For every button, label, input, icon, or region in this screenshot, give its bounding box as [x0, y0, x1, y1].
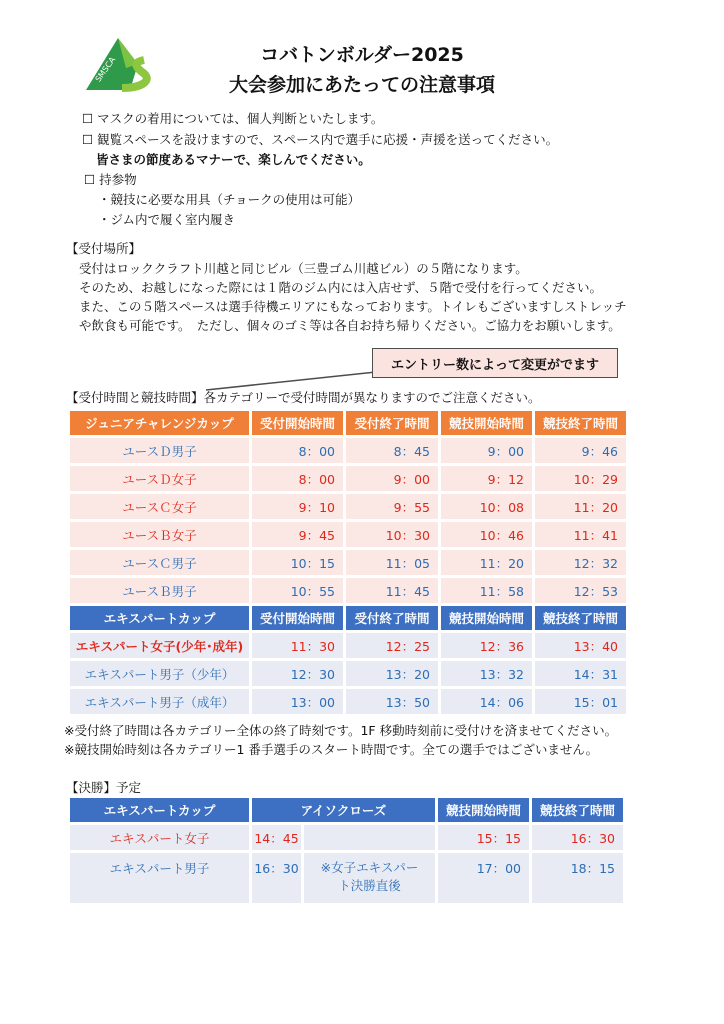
time-cell: 10：55: [252, 578, 343, 603]
time-cell: 13：40: [535, 633, 626, 658]
time-cell: 12：32: [535, 550, 626, 575]
note-item-gear: ・競技に必要な用具（チョークの使用は可能）: [98, 192, 361, 207]
time-cell: 11：30: [252, 633, 343, 658]
finals-iso-time: 16：30: [252, 853, 301, 903]
reception-line: そのため、お越しになった際には１階のジム内には入店せず、５階で受付を行ってください。: [79, 280, 603, 295]
finals-iso-time: 14：45: [252, 825, 301, 850]
table-row: [70, 550, 626, 575]
finals-category: エキスパート女子: [70, 825, 249, 850]
finals-table: [67, 795, 626, 906]
time-cell: 9：00: [346, 466, 438, 491]
table-header-cell: 競技終了時間: [535, 606, 626, 630]
table-row: [70, 825, 623, 850]
time-cell: 9：12: [441, 466, 532, 491]
time-cell: 9：45: [252, 522, 343, 547]
table-row: [70, 466, 626, 491]
table-row: [70, 578, 626, 603]
svg-text:SMSCA: SMSCA: [93, 55, 118, 84]
expert-header-row: [70, 606, 626, 630]
finals-end: 18：15: [532, 853, 623, 903]
time-cell: 10：46: [441, 522, 532, 547]
table-row: [70, 522, 626, 547]
time-cell: 11：45: [346, 578, 438, 603]
time-cell: 8：45: [346, 438, 438, 463]
time-cell: 10：30: [346, 522, 438, 547]
finals-category: エキスパート男子: [70, 853, 249, 903]
reception-heading: 【受付場所】: [66, 241, 142, 256]
time-cell: 12：25: [346, 633, 438, 658]
footnote-reception: ※受付終了時間は各カテゴリー全体の終了時刻です。1F 移動時刻前に受付けを済ませてください。: [64, 723, 618, 738]
schedule-table: [67, 408, 629, 717]
category-name: ユースＢ女子: [70, 522, 249, 547]
note-item-shoes: ・ジム内で履く室内履き: [98, 212, 236, 227]
time-cell: 13：00: [252, 689, 343, 714]
time-cell: 11：41: [535, 522, 626, 547]
table-header-cell: 受付開始時間: [252, 411, 343, 435]
time-cell: 9：46: [535, 438, 626, 463]
category-name: ユースＣ女子: [70, 494, 249, 519]
time-cell: 10：15: [252, 550, 343, 575]
finals-col-end: 競技終了時間: [532, 798, 623, 822]
time-cell: 10：08: [441, 494, 532, 519]
table-row: [70, 689, 626, 714]
reception-line: また、この５階スペースは選手待機エリアにもなっております。トイレもございますしストレッチ: [79, 299, 627, 314]
table-row: [70, 853, 623, 903]
schedule-heading: 【受付時間と競技時間】各カテゴリーで受付時間が異なりますのでご注意ください。: [66, 390, 541, 405]
table-row: [70, 661, 626, 686]
time-cell: 8：00: [252, 466, 343, 491]
table-header-cell: 受付終了時間: [346, 411, 438, 435]
time-cell: 9：00: [441, 438, 532, 463]
time-cell: 12：36: [441, 633, 532, 658]
time-cell: 13：20: [346, 661, 438, 686]
table-header-cell: 受付開始時間: [252, 606, 343, 630]
category-name: ユースＣ男子: [70, 550, 249, 575]
time-cell: 13：32: [441, 661, 532, 686]
table-header-cell: 競技開始時間: [441, 606, 532, 630]
time-cell: 12：30: [252, 661, 343, 686]
finals-col-isolation: アイソクローズ: [252, 798, 435, 822]
time-cell: 11：20: [441, 550, 532, 575]
page-subtitle: 大会参加にあたっての注意事項: [228, 74, 495, 96]
finals-iso-note: [304, 825, 435, 850]
category-name: ユースＤ男子: [70, 438, 249, 463]
time-cell: 9：10: [252, 494, 343, 519]
finals-start: 17：00: [438, 853, 529, 903]
callout-note: エントリー数によって変更がでます: [372, 348, 618, 378]
time-cell: 15：01: [535, 689, 626, 714]
reception-line: 受付はロッククラフト川越と同じビル（三豊ゴム川越ビル）の５階になります。: [79, 261, 528, 276]
time-cell: 13：50: [346, 689, 438, 714]
time-cell: 11：20: [535, 494, 626, 519]
note-mask: ☐ マスクの着用については、個人判断といたします。: [82, 111, 384, 126]
finals-iso-note: ※女子エキスパート決勝直後: [304, 853, 435, 903]
table-row: [70, 494, 626, 519]
category-name: ユースＢ男子: [70, 578, 249, 603]
table-header-category: ジュニアチャレンジカップ: [70, 411, 249, 435]
junior-header-row: [70, 411, 626, 435]
table-header-cell: 競技終了時間: [535, 411, 626, 435]
time-cell: 10：29: [535, 466, 626, 491]
time-cell: 8：00: [252, 438, 343, 463]
time-cell: 11：58: [441, 578, 532, 603]
finals-heading: 【決勝】予定: [66, 780, 142, 795]
category-name: エキスパート男子（成年）: [70, 689, 249, 714]
time-cell: 14：06: [441, 689, 532, 714]
category-name: ユースＤ女子: [70, 466, 249, 491]
table-row: [70, 438, 626, 463]
table-header-cell: 競技開始時間: [441, 411, 532, 435]
finals-start: 15：15: [438, 825, 529, 850]
finals-end: 16：30: [532, 825, 623, 850]
table-row: [70, 633, 626, 658]
page-title: コバトンボルダー2025: [260, 44, 464, 66]
time-cell: 14：31: [535, 661, 626, 686]
note-manners: 皆さまの節度あるマナーで、楽しんでください。: [96, 152, 371, 167]
table-header-category: エキスパートカップ: [70, 606, 249, 630]
table-header-cell: 受付終了時間: [346, 606, 438, 630]
note-items: ☐ 持参物: [84, 172, 137, 187]
time-cell: 9：55: [346, 494, 438, 519]
category-name: エキスパート男子（少年）: [70, 661, 249, 686]
finals-col-category: エキスパートカップ: [70, 798, 249, 822]
time-cell: 12：53: [535, 578, 626, 603]
finals-col-start: 競技開始時間: [438, 798, 529, 822]
reception-line: や飲食も可能です。 ただし、個々のゴミ等は各自お持ち帰りください。ご協力をお願いします。: [79, 318, 621, 333]
finals-header-row: [70, 798, 623, 822]
footnote-start: ※競技開始時刻は各カテゴリー1 番手選手のスタート時間です。全ての選手ではございません。: [64, 742, 599, 757]
time-cell: 11：05: [346, 550, 438, 575]
category-name: エキスパート女子(少年･成年): [70, 633, 249, 658]
note-viewing: ☐ 観覧スペースを設けますので、スペース内で選手に応援・声援を送ってください。: [82, 132, 559, 147]
